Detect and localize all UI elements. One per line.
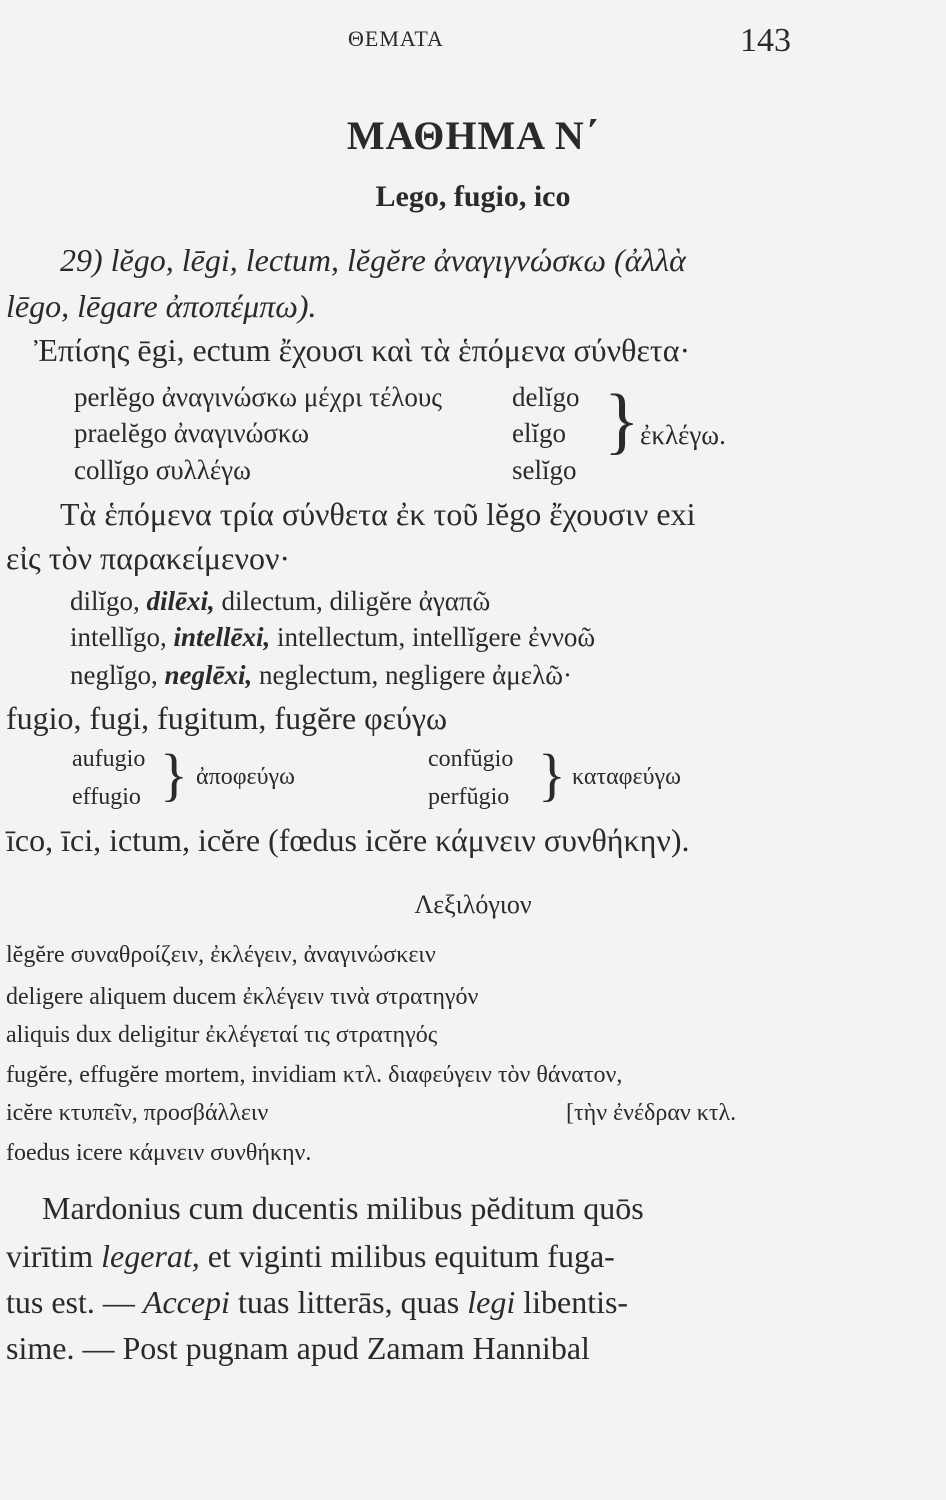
fugio-left-2: effugio bbox=[72, 784, 141, 810]
right-brace-2-icon: } bbox=[538, 742, 566, 807]
three-compounds-line2: εἰς τὸν παρακείμενον· bbox=[6, 540, 291, 576]
compound-right-1: delĭgo bbox=[512, 382, 580, 412]
vocab-row-3: aliquis dux deligitur ἐκλέγεταί τις στρατηγός bbox=[6, 1022, 438, 1048]
right-brace-icon: } bbox=[604, 380, 640, 462]
ico-line: īco, īci, ictum, icĕre (fœdus icĕre κάμνειν συνθήκην). bbox=[6, 822, 690, 858]
compound-left-2: praelĕgo ἀναγινώσκω bbox=[74, 418, 310, 448]
fugio-line: fugio, fugi, fugitum, fugĕre φεύγω bbox=[6, 700, 448, 736]
vocab-row-2: deligere aliquem ducem ἐκλέγειν τινὰ στρατηγόν bbox=[6, 984, 479, 1010]
fugio-right-gloss: καταφεύγω bbox=[572, 764, 681, 790]
page-number: 143 bbox=[740, 22, 791, 59]
vocab-row-5: icĕre κτυπεῖν, προσβάλλειν bbox=[6, 1100, 269, 1126]
vocab-row-4: fugĕre, effugĕre mortem, invidiam κτλ. διαφεύγειν τὸν θάνατον, bbox=[6, 1062, 623, 1088]
passage-line-3: tus est. — Accepi tuas litterās, quas legi libentis- bbox=[6, 1284, 629, 1320]
compound-left-1: perlĕgo ἀναγινώσκω μέχρι τέλους bbox=[74, 382, 442, 412]
fugio-right-2: perfŭgio bbox=[428, 784, 510, 810]
vocab-row-6: foedus icere κάμνειν συνθήκην. bbox=[6, 1140, 312, 1166]
fugio-left-gloss: ἀποφεύγω bbox=[196, 764, 295, 790]
section29-line3: Ἐπίσης ēgi, ectum ἔχουσι καὶ τὰ ἑπόμενα σύνθετα· bbox=[34, 332, 691, 368]
compound-right-3: selĭgo bbox=[512, 455, 577, 485]
compound-left-3: collĭgo συλλέγω bbox=[74, 455, 251, 485]
vocab-row-5-tail: [τὴν ἐνέδραν κτλ. bbox=[566, 1100, 737, 1126]
passage-line-2: virītim legerat, et viginti milibus equitum fuga- bbox=[6, 1238, 615, 1274]
three-compounds-line1: Τὰ ἑπόμενα τρία σύνθετα ἐκ τοῦ lĕgo ἔχουσιν exi bbox=[60, 496, 696, 532]
section29-line2: lēgo, lēgare ἀποπέμπω). bbox=[6, 288, 317, 324]
lesson-subtitle: Lego, fugio, ico bbox=[375, 180, 571, 213]
running-head: ΘΕΜΑΤΑ bbox=[348, 26, 444, 51]
fugio-right-1: confŭgio bbox=[428, 746, 514, 772]
passage-line-4: sime. — Post pugnam apud Zamam Hannibal bbox=[6, 1330, 590, 1366]
vocab-title: Λεξιλόγιον bbox=[414, 890, 532, 919]
exi-item-3: neglĭgo, neglēxi, neglectum, negligere ἀμελῶ· bbox=[70, 660, 572, 690]
compound-right-2: elĭgo bbox=[512, 418, 566, 448]
vocab-row-1: lĕgĕre συναθροίζειν, ἐκλέγειν, ἀναγινώσκειν bbox=[6, 942, 436, 968]
exi-item-1: dilĭgo, dilēxi, dilectum, diligĕre ἀγαπῶ bbox=[70, 586, 491, 616]
passage-line-1: Mardonius cum ducentis milibus pĕditum quōs bbox=[42, 1190, 644, 1226]
section29-line1: 29) lĕgo, lēgi, lectum, lĕgĕre ἀναγιγνώσκω (ἀλλὰ bbox=[60, 242, 686, 278]
fugio-left-1: aufugio bbox=[72, 746, 146, 772]
lesson-title: ΜΑΘΗΜΑ Ν΄ bbox=[346, 113, 600, 158]
compound-right-gloss: ἐκλέγω. bbox=[640, 420, 726, 450]
left-brace-icon: } bbox=[160, 742, 188, 807]
exi-item-2: intellĭgo, intellēxi, intellectum, intellĭgere ἐννοῶ bbox=[70, 622, 596, 652]
